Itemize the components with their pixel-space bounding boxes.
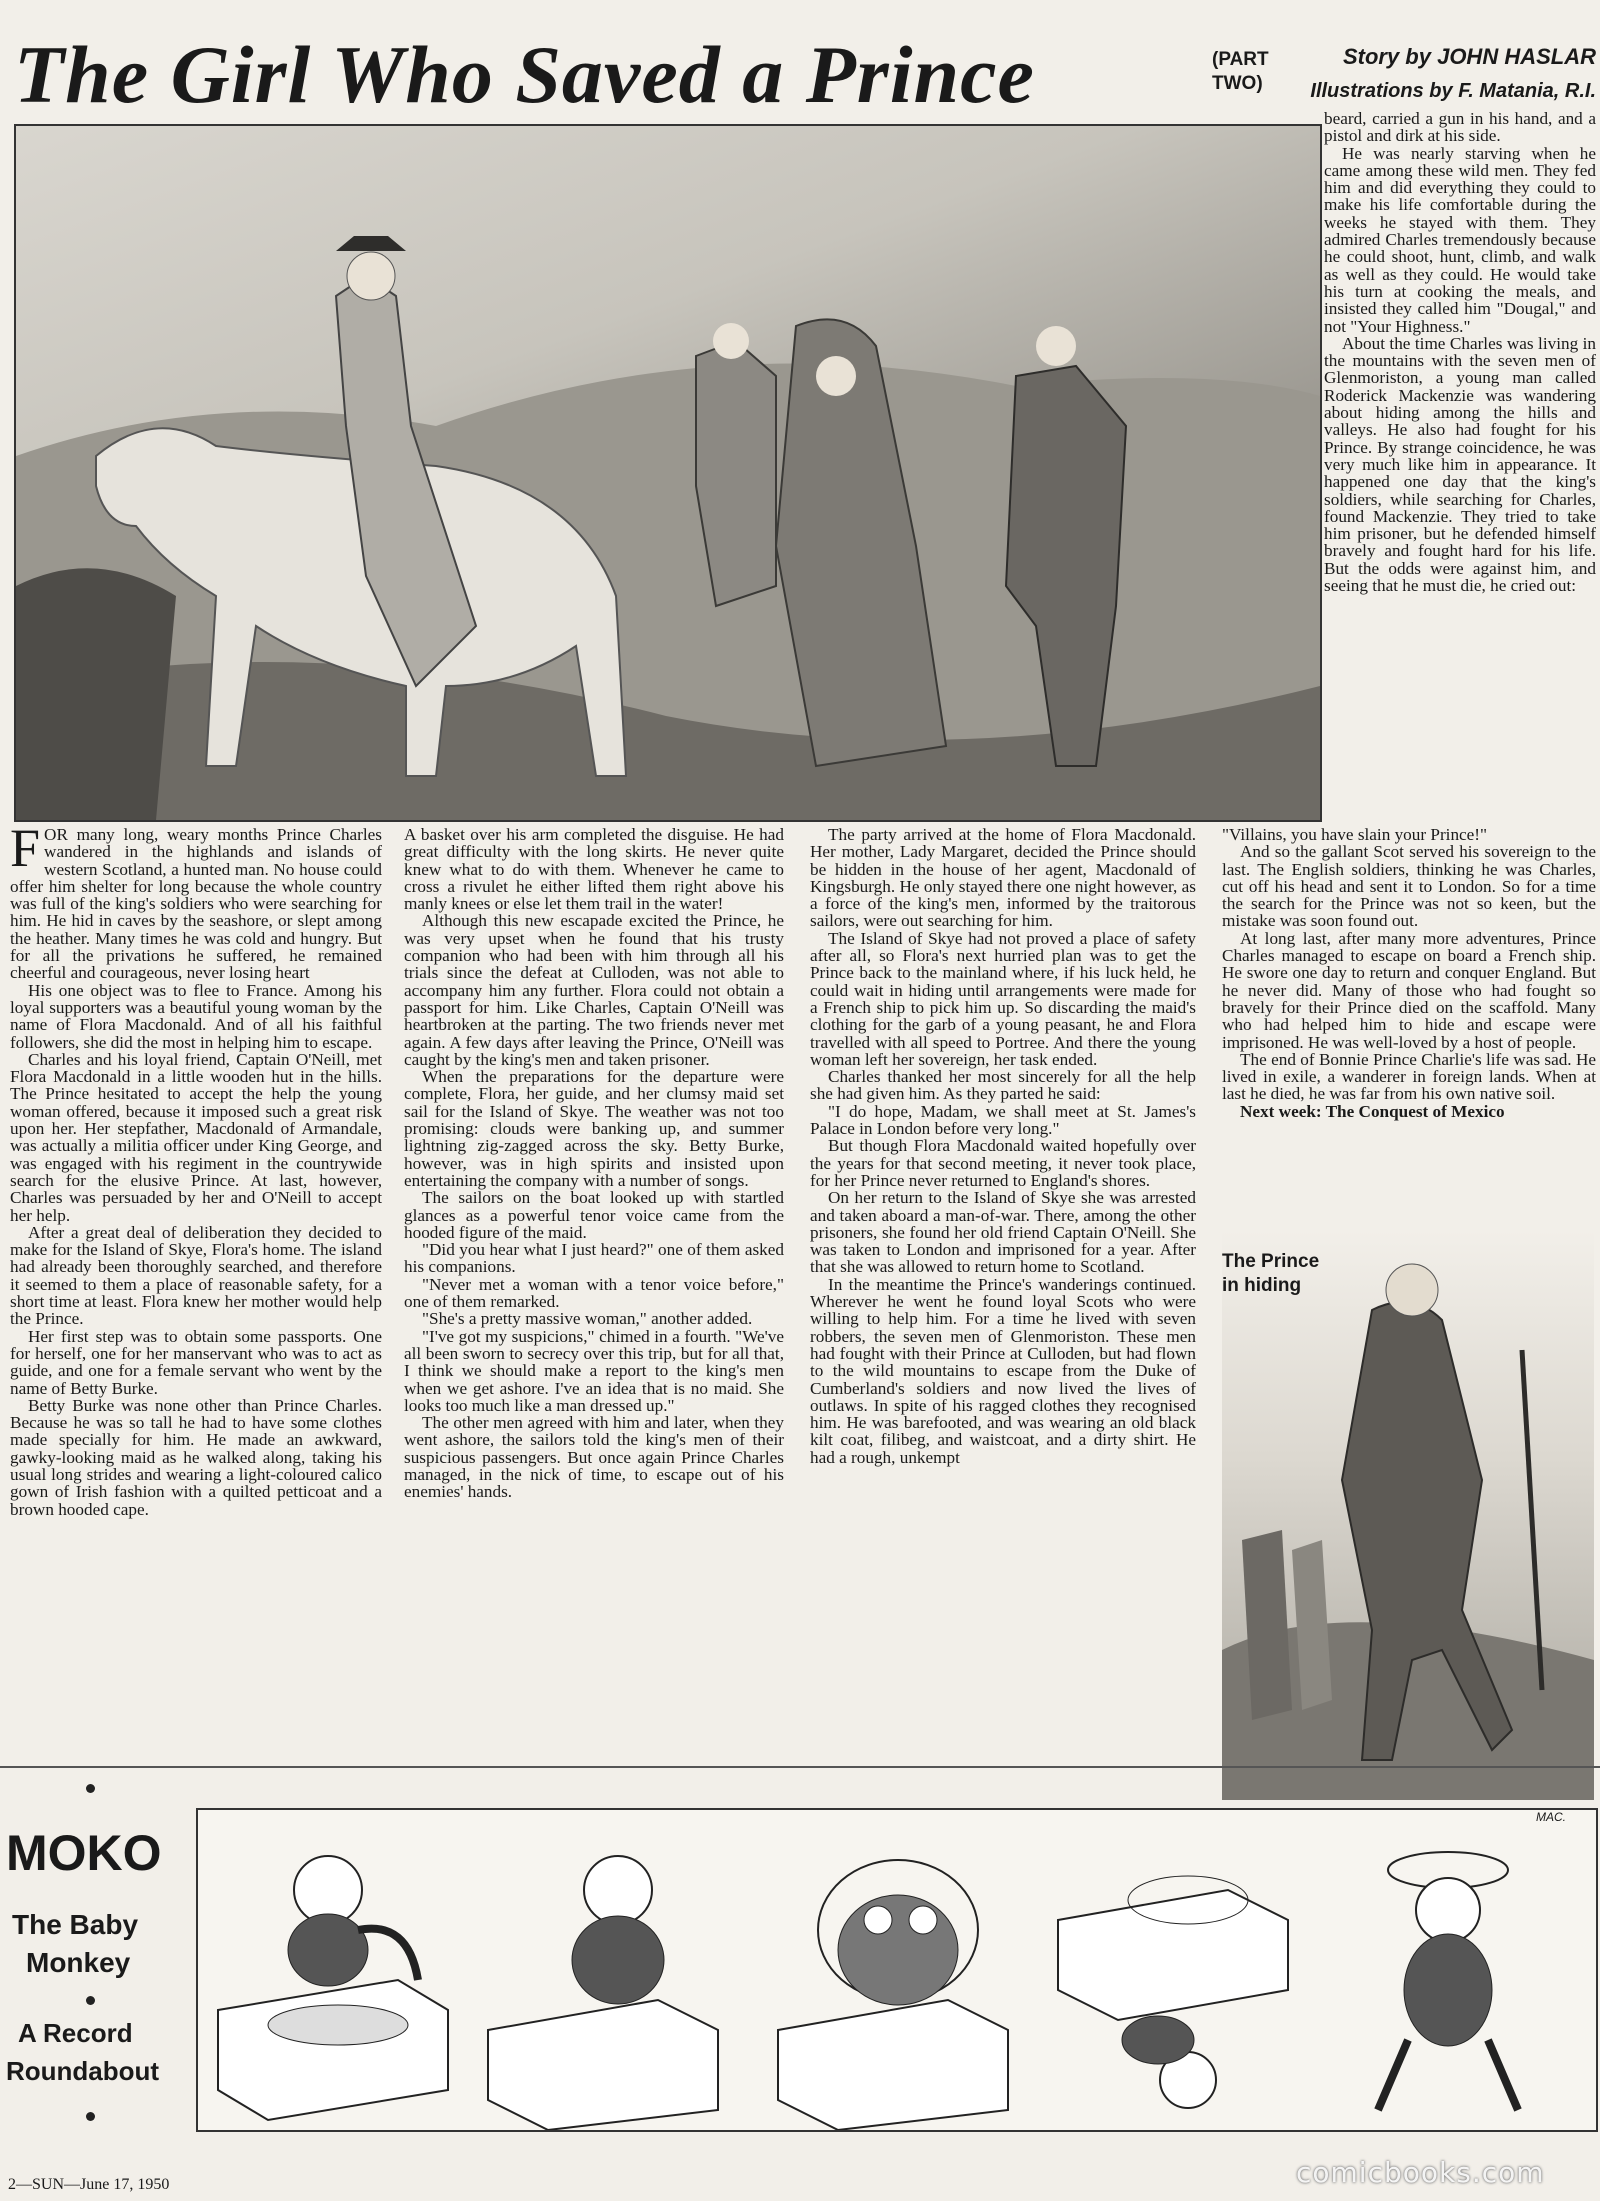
section-divider	[0, 1766, 1600, 1768]
paragraph: Betty Burke was none other than Prince Charles. Because he was so tall he had to have some clothes made specially for him. He made an awkward, gawky-looking maid as he walked along, taking his usual long strides and wearing a light-coloured calico gown of Irish fashion with a quilted petticoat and a brown hooded cape.	[10, 1395, 382, 1519]
paragraph: When the preparations for the departure were complete, Flora, her guide, and her clumsy maid set sail for the Island of Skye. The weather was not too promising: clouds were banking up, and summer lightning zig-zagged across the sky. Betty Burke, however, was in high spirits and insisted upon entertaining the company with a number of songs.	[404, 1067, 784, 1190]
paragraph: He was nearly starving when he came among these wild men. They fed him and did everything they could to make his life comfortable during the weeks he stayed with them. They admired Charles tremendously because he could shoot, hunt, climb, and walk as well as they could. He would take his turn at cooking the meals, and insisted they called him "Dougal," and not "Your Highness."	[1324, 143, 1596, 336]
story-column-2	[404, 826, 784, 1748]
paragraph: "I do hope, Madam, we shall meet at St. James's Palace in London before very long."	[810, 1101, 1196, 1139]
part-label: (PART TWO)	[1212, 49, 1269, 94]
paragraph: "She's a pretty massive woman," another added.	[422, 1309, 753, 1329]
drop-cap: F	[10, 826, 41, 878]
paragraph: The Island of Skye had not proved a place of safety after all, so Flora's next hurried plan was to get the Prince back to the mainland where, if his luck held, he could wait in hiding until arrangements were made for a French ship to pick him up. So discarding the maid's clothing for the garb of a young peasant, he and Flora travelled with all speed to Portree. And there the young woman left her sovereign, her task ended.	[810, 928, 1196, 1069]
paragraph: The party arrived at the home of Flora Macdonald. Her mother, Lady Margaret, decided the Prince should be hidden in the house of her agent, Macdonald of Kingsburgh. He only stayed there one night however, as a force of the king's men, informed by the traitorous sailors, were out searching for him.	[810, 826, 1196, 931]
paragraph: "Did you hear what I just heard?" one of them asked his companions.	[404, 1240, 784, 1277]
paragraph: "I've got my suspicions," chimed in a fourth. "We've all been sworn to secrecy over this trip, but for all that, I think we should make a report to the king's men when we get ashore. I've an idea that is no maid. She looks too much like a man dressed up."	[404, 1326, 784, 1415]
bullet-icon	[86, 1996, 95, 2005]
story-column-3	[810, 826, 1196, 1748]
next-week-teaser: Next week: The Conquest of Mexico	[1240, 1101, 1505, 1121]
paragraph: A basket over his arm completed the disguise. He had great difficulty with the long skirts. He never quite knew what to do with them. Whenever he came to cross a rivulet he either lifted them right above his manly knees or else let them trail in the water!	[404, 826, 784, 914]
comic-title: MOKO	[6, 1825, 162, 1881]
comic-strip	[196, 1808, 1598, 2132]
page-title: The Girl Who Saved a Prince	[14, 29, 1035, 120]
comic-subtitle: The Baby Monkey	[12, 1909, 139, 1978]
comic-caption: A Record Roundabout	[6, 2018, 160, 2086]
comic-panel	[758, 1810, 1036, 2130]
bullet-icon	[86, 1784, 95, 1793]
comic-panel	[1038, 1810, 1316, 2130]
story-column-4-top	[1324, 110, 1596, 826]
illustration-credit: Illustrations by F. Matania, R.I.	[1310, 80, 1596, 102]
paragraph: Charles and his loyal friend, Captain O'Neill, met Flora Macdonald in a little wooden hut in the hills. The Prince hesitated to accept the help the young woman offered, because it imposed such a great risk upon her. Her stepfather, Macdonald of Armandale, was actually a militia officer under King George, and was engaged with his regiment in the countrywide search for the elusive Prince. At last, however, Charles was persuaded by her and O'Neill to accept her help.	[10, 1049, 382, 1225]
comic-panel	[1318, 1810, 1596, 2130]
paragraph: After a great deal of deliberation they decided to make for the Island of Skye, Flora's home. The island had already been thoroughly searched, and therefore it seemed to them a place of reasonable safety, for a short time at least. Flora knew her mother would help the Prince.	[10, 1222, 382, 1329]
comic-panel	[478, 1810, 756, 2130]
paragraph: At long last, after many more adventures, Prince Charles managed to escape on board a French ship. He swore one day to return and conquer England. But he never did. Many of those who had fought so bravely for their Prince died on the scaffold. Many who had helped him to hide and escape were imprisoned. He was well-loved by a host of people.	[1222, 928, 1596, 1052]
paragraph: The end of Bonnie Prince Charlie's life was sad. He lived in exile, a wanderer in foreign lands. When at last he died, he was far from his own native soil.	[1222, 1049, 1596, 1104]
story-column-1	[10, 826, 382, 1748]
prince-in-hiding-caption: The Prince in hiding	[1222, 1251, 1320, 1296]
paragraph: Her first step was to obtain some passports. One for herself, one for her manservant who was to act as guide, and one for a female servant who went by the name of Betty Burke.	[10, 1326, 382, 1398]
paragraph: About the time Charles was living in the mountains with the seven men of Glenmoriston, a young man called Roderick Mackenzie was wandering about hiding among the hills and valleys. He also had fought for his Prince. By strange coincidence, he was very much like him in appearance. It happened one day that the king's soldiers, while searching for Charles, found Mackenzie. They tried to take him prisoner, but he defended himself bravely and fought hard for his life. But the odds were against him, and seeing that he must die, he cried out:	[1324, 333, 1596, 596]
paragraph: Although this new escapade excited the Prince, he was very upset when he found that his trusty companion who had been with him through all his trials since the defeat at Culloden, was not able to accompany him any further. Flora could not obtain a passport for him. Like Charles, Captain O'Neill was heartbroken at the parting. The two friends never met again. A few days after leaving the Prince, O'Neill was caught by the king's men and taken prisoner.	[404, 911, 784, 1069]
paragraph: "Never met a woman with a tenor voice before," one of them remarked.	[404, 1274, 784, 1312]
main-illustration	[14, 124, 1322, 822]
paragraph: beard, carried a gun in his hand, and a pistol and dirk at his side.	[1324, 110, 1596, 146]
paragraph: And so the gallant Scot served his sovereign to the last. The English soldiers, thinking he was Charles, cut off his head and sent it to London. So for a time the search for the Prince was not so keen, but the mistake was soon found out.	[1222, 842, 1596, 931]
comic-panel	[198, 1810, 476, 2130]
paragraph: The other men agreed with him and later, when they went ashore, the sailors told the king's men of their suspicious passengers. But once again Prince Charles managed, in the nick of time, to escape out of his enemies' hands.	[404, 1413, 784, 1502]
bullet-icon	[86, 2112, 95, 2121]
paragraph: On her return to the Island of Skye she was arrested and taken aboard a man-of-war. There, among the other prisoners, she found her old friend Captain O'Neill. She was taken to London and imprisoned for a year. After that she was allowed to return home to Scotland.	[810, 1188, 1196, 1277]
prince-in-hiding-illustration	[1222, 1230, 1594, 1800]
paragraph: In the meantime the Prince's wanderings continued. Wherever he went he found loyal Scots who were willing to help him. For a time he lived with seven robbers, the seven men of Glenmoriston. These men had fought with their Prince at Culloden, but had flown to the wild mountains to escape from the Duke of Cumberland's soldiers and now lived the lives of outlaws. In spite of his ragged clothes they recognised him. He was barefooted, and was wearing an old black kilt coat, filibeg, and waistcoat, and a dirty shirt. He had a rough, unkempt	[810, 1274, 1196, 1467]
paragraph: "Villains, you have slain your Prince!"	[1222, 826, 1488, 844]
watermark: comicbooks.com	[1296, 2156, 1545, 2189]
page-folio: 2—SUN—June 17, 1950	[8, 2176, 170, 2193]
artist-signature: MAC.	[1536, 1810, 1566, 1824]
paragraph: The sailors on the boat looked up with startled glances as a powerful tenor voice came from the hooded figure of the maid.	[404, 1188, 784, 1242]
story-column-4-bottom	[1222, 826, 1596, 1216]
paragraph: FOR many long, weary months Prince Charles wandered in the highlands and islands of western Scotland, a hunted man. No house could offer him shelter for long because the whole country was full of the king's soldiers who were searching for him. He hid in caves by the seashore, or slept among the heather. Many times he was cold and hungry. But for all the privations he suffered, he remained cheerful and courageous, never losing heart	[10, 826, 382, 983]
paragraph: His one object was to flee to France. Among his loyal supporters was a beautiful young woman by the name of Flora Macdonald. And of all his faithful followers, she did the most in helping him to escape.	[10, 980, 382, 1052]
paragraph: But though Flora Macdonald waited hopefully over the years for that second meeting, it never took place, for her Prince never returned to England's shores.	[810, 1136, 1196, 1190]
story-credit: Story by JOHN HASLAR	[1342, 44, 1596, 69]
paragraph: Charles thanked her most sincerely for all the help she had given him. As they parted he said:	[810, 1067, 1196, 1104]
credits	[1300, 40, 1596, 108]
